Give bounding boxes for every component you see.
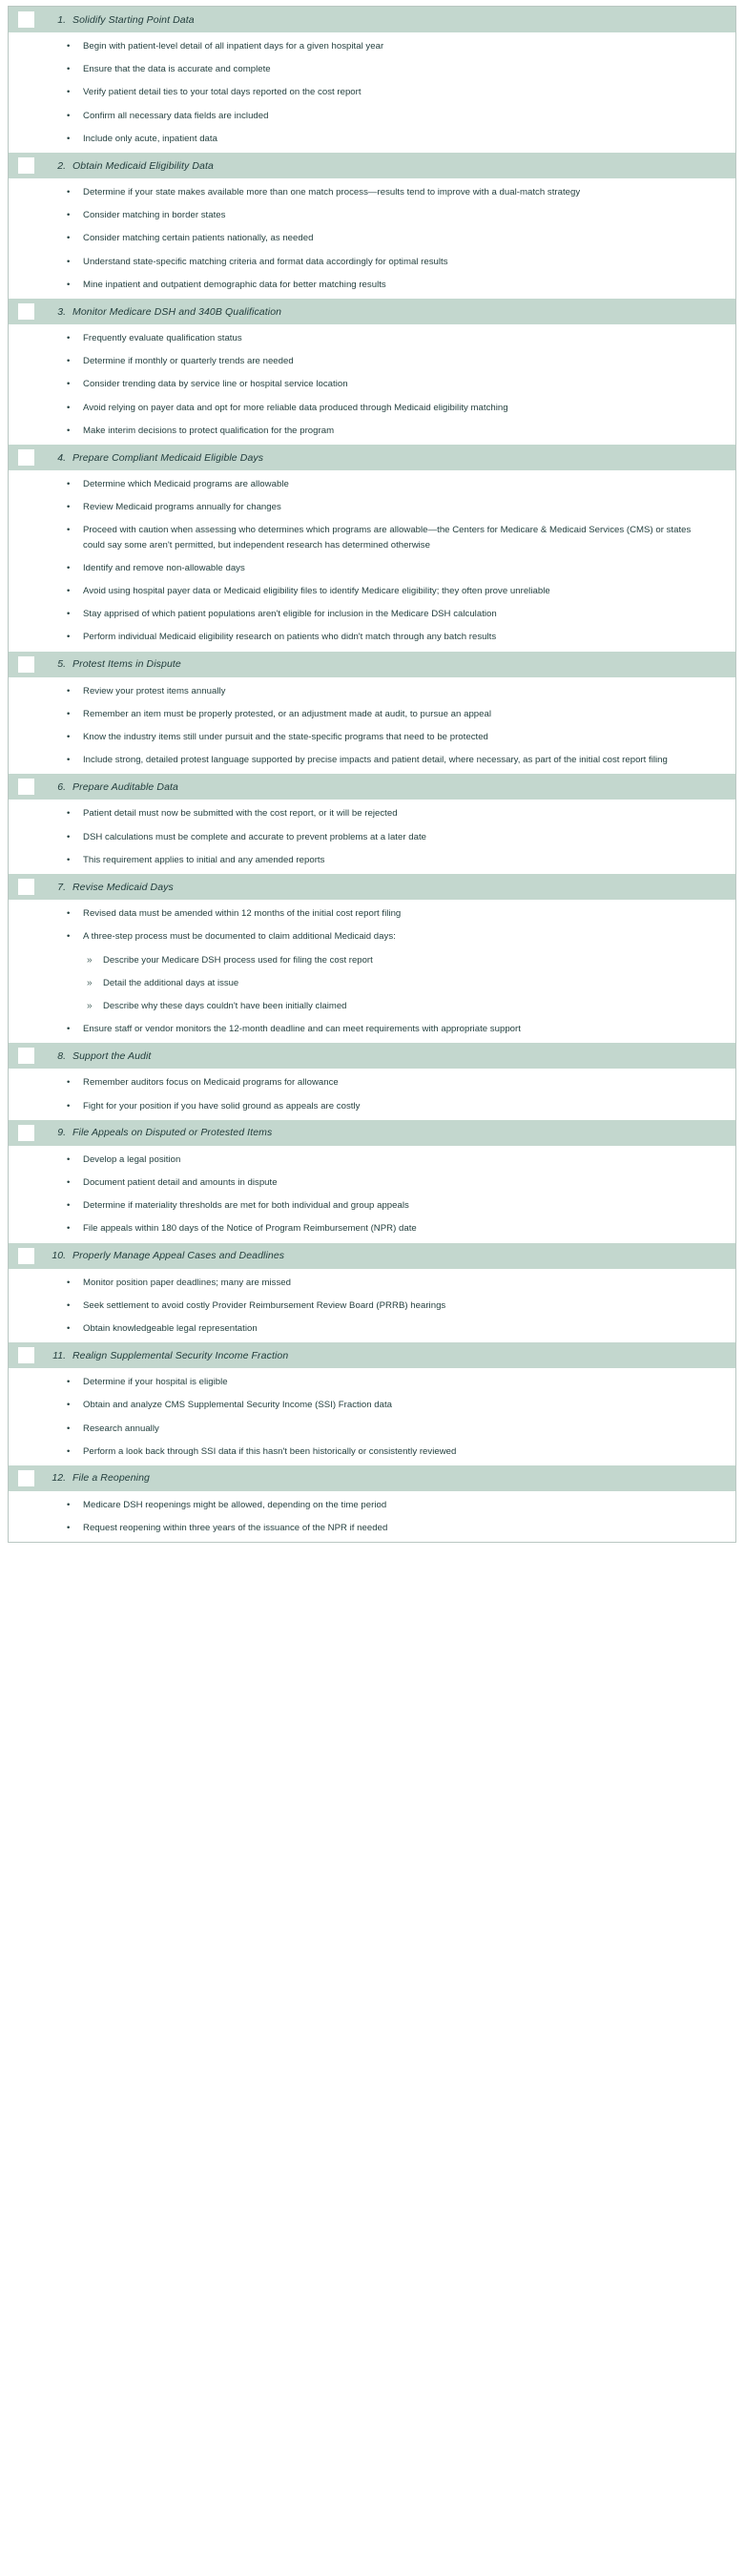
bullet-item bbox=[9, 278, 714, 292]
bullet-text: Describe your Medicare DSH process used for filing the cost report bbox=[103, 954, 373, 966]
bullet-icon: • bbox=[67, 1423, 71, 1434]
bullet-text: Detail the additional days at issue bbox=[103, 977, 239, 988]
bullet-text: Identify and remove non-allowable days bbox=[83, 562, 245, 573]
bullet-icon: • bbox=[67, 1523, 71, 1534]
bullet-text: Patient detail must now be submitted with the cost report, or it will be rejected bbox=[83, 808, 398, 820]
sub-bullet-item bbox=[9, 953, 714, 967]
section-number: 12. bbox=[52, 1472, 66, 1485]
bullet-item bbox=[9, 830, 714, 844]
bullet-icon: • bbox=[67, 479, 71, 490]
bullet-text: Include strong, detailed protest language supported by precise impacts and patient detail, where necessary, as part of the initial cost report filing bbox=[83, 755, 668, 766]
bullet-text: Request reopening within three years of the issuance of the NPR if needed bbox=[83, 1523, 388, 1534]
section-header[interactable] bbox=[9, 652, 735, 677]
section-header[interactable] bbox=[9, 1342, 735, 1368]
bullet-item bbox=[9, 231, 714, 245]
bullet-text: Obtain knowledgeable legal representation bbox=[83, 1322, 258, 1334]
bullet-item bbox=[9, 39, 714, 53]
bullet-item bbox=[9, 377, 714, 391]
bullet-text: Verify patient detail ties to your total days reported on the cost report bbox=[83, 87, 362, 98]
bullet-text: Determine if your hospital is eligible bbox=[83, 1377, 228, 1388]
section-bullet-list bbox=[9, 1069, 735, 1119]
bullet-icon: • bbox=[67, 187, 71, 198]
bullet-icon: • bbox=[67, 425, 71, 436]
bullet-item bbox=[9, 1175, 714, 1190]
bullet-text: Document patient detail and amounts in dispute bbox=[83, 1176, 278, 1188]
bullet-text: This requirement applies to initial and any amended reports bbox=[83, 854, 325, 865]
bullet-text: Remember an item must be properly protested, or an adjustment made at audit, to pursue an appeal bbox=[83, 708, 492, 719]
bullet-item bbox=[9, 1375, 714, 1389]
bullet-icon: • bbox=[67, 333, 71, 344]
bullet-icon: • bbox=[67, 1153, 71, 1165]
bullet-icon: • bbox=[67, 402, 71, 413]
section-number: 4. bbox=[57, 451, 66, 464]
checklist-section bbox=[9, 153, 735, 299]
bullet-item bbox=[9, 584, 714, 598]
bullet-icon: • bbox=[67, 1176, 71, 1188]
checklist-section bbox=[9, 445, 735, 652]
bullet-icon: • bbox=[67, 1200, 71, 1212]
checkbox-icon[interactable] bbox=[18, 303, 34, 320]
section-header[interactable] bbox=[9, 774, 735, 800]
section-bullet-list bbox=[9, 32, 735, 153]
guillemet-icon: » bbox=[87, 954, 93, 966]
checkbox-icon[interactable] bbox=[18, 1470, 34, 1486]
bullet-icon: • bbox=[67, 586, 71, 597]
bullet-item bbox=[9, 607, 714, 621]
bullet-item bbox=[9, 1521, 714, 1535]
bullet-icon: • bbox=[67, 41, 71, 52]
section-number: 8. bbox=[57, 1049, 66, 1062]
bullet-text: Determine which Medicaid programs are allowable bbox=[83, 479, 289, 490]
bullet-icon: • bbox=[67, 87, 71, 98]
checkbox-icon[interactable] bbox=[18, 1347, 34, 1363]
bullet-item bbox=[9, 1221, 714, 1236]
checklist-section bbox=[9, 1043, 735, 1119]
guillemet-icon: » bbox=[87, 977, 93, 988]
bullet-item bbox=[9, 1498, 714, 1512]
bullet-text: File appeals within 180 days of the Notice of Program Reimbursement (NPR) date bbox=[83, 1223, 417, 1235]
bullet-text: Consider matching certain patients nationally, as needed bbox=[83, 233, 314, 244]
bullet-item bbox=[9, 424, 714, 438]
bullet-item bbox=[9, 1276, 714, 1290]
bullet-item bbox=[9, 109, 714, 123]
section-bullet-list bbox=[9, 178, 735, 299]
checklist-section bbox=[9, 774, 735, 874]
bullet-text: Research annually bbox=[83, 1423, 159, 1434]
bullet-text: Determine if monthly or quarterly trends are needed bbox=[83, 356, 294, 367]
bullet-text: Perform a look back through SSI data if this hasn't been historically or consistently reviewed bbox=[83, 1445, 457, 1457]
section-number: 7. bbox=[57, 881, 66, 893]
bullet-text: DSH calculations must be complete and accurate to prevent problems at a later date bbox=[83, 831, 426, 842]
bullet-text: Consider matching in border states bbox=[83, 210, 226, 221]
section-number: 5. bbox=[57, 658, 66, 671]
bullet-item bbox=[9, 753, 714, 767]
bullet-text: Fight for your position if you have solid ground as appeals are costly bbox=[83, 1100, 361, 1111]
checkbox-icon[interactable] bbox=[18, 779, 34, 795]
section-header[interactable] bbox=[9, 7, 735, 32]
bullet-text: Confirm all necessary data fields are included bbox=[83, 110, 269, 121]
bullet-text: Ensure that the data is accurate and complete bbox=[83, 64, 271, 75]
bullet-item bbox=[9, 1398, 714, 1412]
checkbox-icon[interactable] bbox=[18, 1248, 34, 1264]
section-title: File Appeals on Disputed or Protested Items bbox=[72, 1127, 273, 1139]
section-header[interactable] bbox=[9, 1465, 735, 1491]
bullet-icon: • bbox=[67, 110, 71, 121]
bullet-item bbox=[9, 62, 714, 76]
bullet-text: Revised data must be amended within 12 months of the initial cost report filing bbox=[83, 908, 402, 920]
section-header[interactable] bbox=[9, 153, 735, 178]
bullet-item bbox=[9, 185, 714, 199]
section-header[interactable] bbox=[9, 1243, 735, 1269]
section-bullet-list bbox=[9, 900, 735, 1043]
bullet-icon: • bbox=[67, 210, 71, 221]
section-number: 9. bbox=[57, 1127, 66, 1139]
bullet-text: Understand state-specific matching criteria and format data accordingly for optimal results bbox=[83, 256, 448, 267]
bullet-icon: • bbox=[67, 708, 71, 719]
bullet-icon: • bbox=[67, 1400, 71, 1411]
section-bullet-list bbox=[9, 1269, 735, 1343]
section-title: Obtain Medicaid Eligibility Data bbox=[72, 159, 214, 172]
bullet-item bbox=[9, 1444, 714, 1459]
bullet-item bbox=[9, 331, 714, 345]
bullet-icon: • bbox=[67, 1445, 71, 1457]
bullet-icon: • bbox=[67, 831, 71, 842]
bullet-text: A three-step process must be documented to claim additional Medicaid days: bbox=[83, 931, 396, 943]
bullet-text: Avoid using hospital payer data or Medicaid eligibility files to identify Medicare eligibility; they often prove unreliable bbox=[83, 586, 550, 597]
bullet-text: Proceed with caution when assessing who determines which programs are allowable—the Centers for Medicare & Medicaid Services (CMS) or states could say some aren't permitted, but independent research has determined otherwise bbox=[83, 525, 692, 551]
bullet-item bbox=[9, 354, 714, 368]
section-header[interactable] bbox=[9, 299, 735, 324]
bullet-icon: • bbox=[67, 562, 71, 573]
bullet-item bbox=[9, 853, 714, 867]
checklist-section bbox=[9, 7, 735, 153]
section-header[interactable] bbox=[9, 874, 735, 900]
bullet-item bbox=[9, 85, 714, 99]
bullet-text: Know the industry items still under pursuit and the state-specific programs that need to be protected bbox=[83, 732, 488, 743]
checkbox-icon[interactable] bbox=[18, 11, 34, 28]
bullet-icon: • bbox=[67, 755, 71, 766]
section-title: Support the Audit bbox=[72, 1049, 152, 1062]
bullet-text: Include only acute, inpatient data bbox=[83, 133, 217, 144]
bullet-icon: • bbox=[67, 64, 71, 75]
bullet-item bbox=[9, 500, 714, 514]
bullet-text: Medicare DSH reopenings might be allowed, depending on the time period bbox=[83, 1499, 387, 1510]
bullet-item bbox=[9, 1075, 714, 1090]
section-title: Prepare Auditable Data bbox=[72, 780, 178, 793]
bullet-icon: • bbox=[67, 1377, 71, 1388]
section-number: 1. bbox=[57, 13, 66, 26]
bullet-item bbox=[9, 684, 714, 698]
bullet-icon: • bbox=[67, 1277, 71, 1288]
bullet-text: Describe why these days couldn't have been initially claimed bbox=[103, 1000, 347, 1011]
bullet-text: Obtain and analyze CMS Supplemental Security Income (SSI) Fraction data bbox=[83, 1400, 393, 1411]
checkbox-icon[interactable] bbox=[18, 879, 34, 895]
bullet-item bbox=[9, 730, 714, 744]
bullet-item bbox=[9, 929, 714, 944]
bullet-item bbox=[9, 477, 714, 491]
bullet-text: Review Medicaid programs annually for changes bbox=[83, 502, 281, 513]
checkbox-icon[interactable] bbox=[18, 157, 34, 174]
bullet-item bbox=[9, 255, 714, 269]
bullet-item bbox=[9, 523, 714, 551]
bullet-icon: • bbox=[67, 685, 71, 696]
bullet-text: Consider trending data by service line or hospital service location bbox=[83, 379, 348, 390]
section-bullet-list bbox=[9, 1146, 735, 1243]
bullet-icon: • bbox=[67, 1322, 71, 1334]
bullet-item bbox=[9, 561, 714, 575]
checklist-section bbox=[9, 1120, 735, 1243]
bullet-text: Determine if your state makes available more than one match process—results tend to improve with a dual-match strategy bbox=[83, 187, 581, 198]
bullet-text: Begin with patient-level detail of all inpatient days for a given hospital year bbox=[83, 41, 384, 52]
section-bullet-list bbox=[9, 1368, 735, 1465]
section-number: 6. bbox=[57, 780, 66, 793]
section-title: Prepare Compliant Medicaid Eligible Days bbox=[72, 451, 264, 464]
bullet-item bbox=[9, 1198, 714, 1213]
bullet-icon: • bbox=[67, 732, 71, 743]
checkbox-icon[interactable] bbox=[18, 1125, 34, 1141]
bullet-icon: • bbox=[67, 931, 71, 943]
bullet-icon: • bbox=[67, 1077, 71, 1089]
checklist-container bbox=[8, 6, 736, 1543]
bullet-icon: • bbox=[67, 256, 71, 267]
bullet-item bbox=[9, 1422, 714, 1436]
section-title: Properly Manage Appeal Cases and Deadlines bbox=[72, 1250, 285, 1262]
bullet-text: Perform individual Medicaid eligibility research on patients who didn't match through any batch results bbox=[83, 632, 497, 643]
bullet-text: Mine inpatient and outpatient demographic data for better matching results bbox=[83, 279, 386, 290]
bullet-item bbox=[9, 1022, 714, 1036]
checklist-section bbox=[9, 1243, 735, 1343]
section-title: Monitor Medicare DSH and 340B Qualification bbox=[72, 305, 282, 318]
bullet-icon: • bbox=[67, 379, 71, 390]
section-title: Realign Supplemental Security Income Fraction bbox=[72, 1349, 289, 1361]
bullet-text: Monitor position paper deadlines; many are missed bbox=[83, 1277, 292, 1288]
bullet-icon: • bbox=[67, 356, 71, 367]
bullet-text: Ensure staff or vendor monitors the 12-month deadline and can meet requirements with appropriate support bbox=[83, 1024, 521, 1035]
checkbox-icon[interactable] bbox=[18, 449, 34, 466]
section-bullet-list bbox=[9, 324, 735, 445]
section-header[interactable] bbox=[9, 445, 735, 470]
bullet-text: Stay apprised of which patient populations aren't eligible for inclusion in the Medicare DSH calculation bbox=[83, 609, 497, 620]
bullet-icon: • bbox=[67, 525, 71, 536]
section-number: 2. bbox=[57, 159, 66, 172]
section-title: Protest Items in Dispute bbox=[72, 658, 181, 671]
bullet-icon: • bbox=[67, 279, 71, 290]
bullet-text: Review your protest items annually bbox=[83, 685, 226, 696]
bullet-text: Frequently evaluate qualification status bbox=[83, 333, 242, 344]
checklist-section bbox=[9, 874, 735, 1043]
bullet-icon: • bbox=[67, 133, 71, 144]
bullet-item bbox=[9, 806, 714, 821]
section-header[interactable] bbox=[9, 1120, 735, 1146]
bullet-text: Develop a legal position bbox=[83, 1153, 181, 1165]
bullet-item bbox=[9, 1321, 714, 1336]
bullet-item bbox=[9, 1153, 714, 1167]
bullet-text: Make interim decisions to protect qualification for the program bbox=[83, 425, 335, 436]
bullet-icon: • bbox=[67, 808, 71, 820]
guillemet-icon: » bbox=[87, 1000, 93, 1011]
bullet-item bbox=[9, 630, 714, 644]
bullet-text: Remember auditors focus on Medicaid programs for allowance bbox=[83, 1077, 339, 1089]
bullet-text: Determine if materiality thresholds are met for both individual and group appeals bbox=[83, 1200, 409, 1212]
checkbox-icon[interactable] bbox=[18, 1048, 34, 1064]
bullet-icon: • bbox=[67, 854, 71, 865]
bullet-item bbox=[9, 401, 714, 415]
section-title: Solidify Starting Point Data bbox=[72, 13, 195, 26]
bullet-icon: • bbox=[67, 1499, 71, 1510]
section-title: File a Reopening bbox=[72, 1472, 150, 1485]
sub-bullet-item bbox=[9, 999, 714, 1013]
bullet-icon: • bbox=[67, 1223, 71, 1235]
section-bullet-list bbox=[9, 800, 735, 874]
bullet-icon: • bbox=[67, 1024, 71, 1035]
section-number: 11. bbox=[52, 1349, 66, 1361]
bullet-item bbox=[9, 1099, 714, 1113]
section-bullet-list bbox=[9, 1491, 735, 1542]
bullet-icon: • bbox=[67, 1100, 71, 1111]
section-title: Revise Medicaid Days bbox=[72, 881, 174, 893]
section-bullet-list bbox=[9, 677, 735, 775]
bullet-icon: • bbox=[67, 609, 71, 620]
bullet-text: Seek settlement to avoid costly Provider Reimbursement Review Board (PRRB) hearings bbox=[83, 1299, 446, 1311]
section-header[interactable] bbox=[9, 1043, 735, 1069]
checklist-section bbox=[9, 299, 735, 445]
bullet-item bbox=[9, 208, 714, 222]
bullet-item bbox=[9, 707, 714, 721]
bullet-text: Avoid relying on payer data and opt for more reliable data produced through Medicaid eligibility matching bbox=[83, 402, 508, 413]
sub-bullet-item bbox=[9, 976, 714, 990]
checklist-section bbox=[9, 652, 735, 775]
section-number: 10. bbox=[52, 1250, 66, 1262]
checkbox-icon[interactable] bbox=[18, 656, 34, 673]
bullet-icon: • bbox=[67, 632, 71, 643]
section-bullet-list bbox=[9, 470, 735, 652]
bullet-item bbox=[9, 906, 714, 921]
bullet-icon: • bbox=[67, 908, 71, 920]
bullet-item bbox=[9, 132, 714, 146]
bullet-icon: • bbox=[67, 233, 71, 244]
bullet-item bbox=[9, 1298, 714, 1313]
bullet-icon: • bbox=[67, 1299, 71, 1311]
section-number: 3. bbox=[57, 305, 66, 318]
checklist-section bbox=[9, 1342, 735, 1465]
checklist-section bbox=[9, 1465, 735, 1542]
bullet-icon: • bbox=[67, 502, 71, 513]
